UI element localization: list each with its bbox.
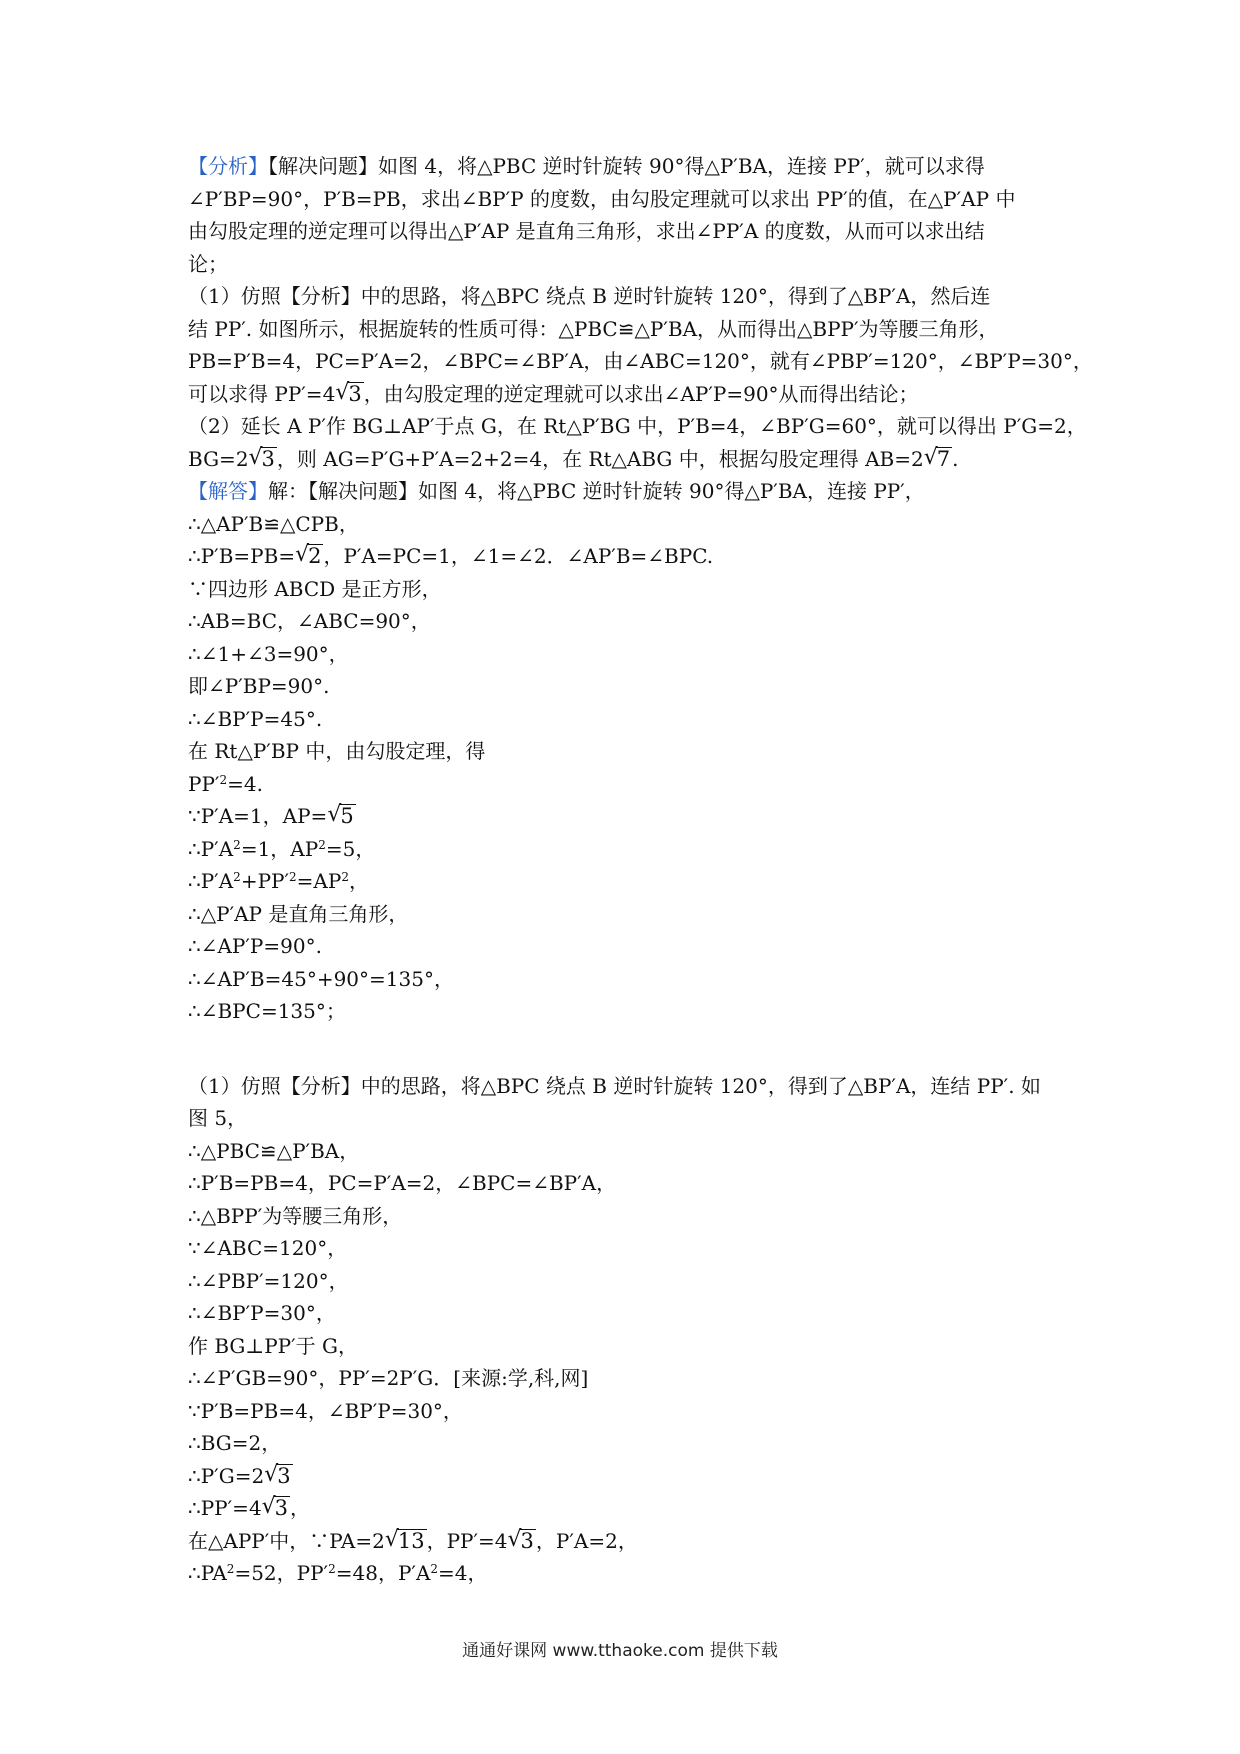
superscript: 2 [318,837,326,852]
text-line [188,1557,1068,1590]
text-segment: ∵四边形 ABCD 是正方形， [188,576,442,601]
text-segment: ， [290,1496,311,1520]
text-line [188,508,1068,541]
text-segment: ∴∠BPC=135°； [188,999,346,1023]
text-segment: ∴P′B=PB=4，PC=P′A=2，∠BPC=∠BP′A， [188,1171,617,1195]
text-line [188,313,1068,346]
text-line [188,670,1068,703]
text-line [188,248,1068,281]
blank-line [188,1028,1068,1070]
text-line [188,735,1068,768]
text-line [188,183,1068,216]
text-line [188,345,1093,378]
text-line [188,865,1068,898]
text-line [188,1395,1068,1428]
radicand: 2 [308,544,322,568]
text-segment: ∴∠P′GB=90°，PP′=2P′G．[来源:学,科,网] [188,1366,589,1390]
superscript: 2 [328,1562,336,1576]
text-segment: =5， [325,836,376,861]
square-root [296,540,323,573]
superscript: 2 [341,870,349,884]
text-segment: （1）仿照【分析】中的思路，将△BPC 绕点 B 逆时针旋转 120°，得到了△BP′A，连结 PP′. 如 [188,1073,1041,1098]
text-line [188,410,1087,443]
text-segment: 2 [235,446,249,471]
solution-text [188,150,1093,1590]
text-segment: ∴∠BP′P=30°， [188,1301,336,1325]
text-segment: ， [348,869,369,893]
text-line [188,443,1068,476]
text-segment: ∵P′A=1，AP= [188,804,328,828]
text-segment: ∵∠ABC=120°， [188,1236,348,1260]
text-segment: 2 [911,446,924,471]
square-root [386,1525,427,1558]
text-segment: ∴BG=2， [188,1431,282,1455]
text-segment: 2 [372,1528,385,1553]
text-segment: ∴P′A [188,836,234,861]
text-line [188,1200,1068,1233]
text-segment: ∴∠AP′P=90°. [188,934,322,958]
radicand: 3 [348,381,362,406]
text-segment: . [952,446,959,471]
text-line [188,833,1068,866]
text-segment: ∴P′B=PB= [188,544,296,568]
text-segment: PB=P′B=4，PC=P′A=2，∠BPC=∠BP′A，由∠ABC=120°，就有∠PBP′=120°，∠BP′P=30°， [188,349,1093,373]
text-segment: =4， [438,1561,488,1585]
text-segment: 由勾股定理的逆定理可以得出△P′AP 是直角三角形，求出∠PP′A 的度数，从而可以求出结 [188,219,985,243]
text-segment: ，由勾股定理的逆定理就可以求出∠AP′P=90°从而得出结论； [363,381,919,406]
square-root [265,1460,292,1493]
text-segment: ∠P′BP=90°，P′B=PB，求出∠BP′P 的度数，由勾股定理就可以求出 PP′的值，在△P′AP 中 [188,186,1016,211]
text-line [188,573,1068,606]
radicand: 3 [261,446,275,471]
text-line [188,930,1068,963]
text-segment: 论； [188,251,228,276]
text-line [188,1525,1068,1558]
superscript: 2 [430,1562,439,1576]
text-segment: 解：【解决问题】如图 4，将△PBC 逆时针旋转 90°得△P′BA，连接 PP′， [268,479,925,503]
superscript: 2 [219,772,228,787]
radicand: 3 [274,1496,289,1520]
text-segment: 【解决问题】如图 4，将△PBC 逆时针旋转 90°得△P′BA，连接 PP′，就可以求得 [268,154,985,178]
text-line [188,1492,1068,1525]
text-segment: （2）延长 A P′作 BG⊥AP′于点 G，在 Rt△P′BG 中，P′B=4，∠BP′G=60°，就可以得出 P′G=2， [188,414,1087,438]
square-root [925,443,952,476]
text-segment: ，P′A=PC=1，∠1=∠2．∠AP′B=∠BPC. [323,544,714,568]
text-line [188,800,1068,833]
radicand: 5 [340,804,354,828]
text-segment: ∴∠1+∠3=90°， [188,641,349,666]
text-segment: ∴PA [188,1561,227,1585]
text-segment: 作 BG⊥PP′于 G， [188,1333,358,1358]
square-root [336,378,363,411]
text-line [188,898,1068,931]
text-segment: ∴△P′AP 是直角三角形， [188,901,409,926]
text-line [188,1362,1068,1395]
text-line [188,540,1068,573]
text-line [188,1102,1068,1135]
text-segment: =1，AP [240,836,319,861]
text-segment: ∴∠BP′P=45°. [188,706,323,731]
radicand: 3 [277,1463,291,1488]
text-line [188,1330,1068,1363]
text-segment: =48，P′A [335,1561,431,1585]
text-segment: +PP′ [240,869,290,893]
radicand: 7 [936,446,951,471]
text-segment: ∴PP′= [188,1496,249,1520]
square-root [328,800,355,833]
superscript: 2 [289,870,297,884]
text-segment: ，PP′= [426,1528,495,1553]
text-line [188,215,1068,248]
text-segment: 图 5， [188,1106,248,1130]
text-line [188,1167,1068,1200]
text-line [188,1297,1068,1330]
section-tag: 【解答】 [188,479,268,503]
text-segment: PP′ [188,771,220,796]
text-segment: 结 PP′. 如图所示，根据旋转的性质可得：△PBC≌△P′BA，从而得出△BPP′为等腰三角形， [188,316,999,341]
text-segment: ∴△PBC≌△P′BA， [188,1138,360,1163]
section-tag: 【分析】 [188,154,268,178]
text-segment: 在 Rt△P′BP 中，由勾股定理，得 [188,739,486,763]
text-segment: ∴△AP′B≌△CPB， [188,511,359,536]
text-segment: ∴P′G=2 [188,1463,265,1488]
text-line [188,1265,1068,1298]
text-segment: ，则 AG=P′G+P′A=2+2=4，在 Rt△ABG 中，根据勾股定理得 AB= [276,446,912,471]
text-segment: 即∠P′BP=90°. [188,674,330,698]
text-segment: 4 [322,381,336,406]
text-segment: ∴AB=BC，∠ABC=90°， [188,609,431,633]
text-segment: ∴∠PBP′=120°， [188,1268,349,1293]
text-line [188,768,1068,801]
text-line [188,1070,1068,1103]
superscript: 2 [226,1562,235,1576]
text-segment: ∵P′B=PB=4，∠BP′P=30°， [188,1398,463,1423]
text-line [188,1427,1068,1460]
text-line [188,1232,1068,1265]
text-line [188,1460,1068,1493]
text-line [188,963,1068,996]
text-segment: ，P′A=2， [535,1528,638,1553]
text-segment: ∴P′A [188,869,234,893]
text-line [188,638,1068,671]
superscript: 2 [233,837,241,852]
text-line [188,280,1068,313]
text-segment: 在△APP′中，∵PA= [188,1528,373,1553]
text-line [188,378,1068,411]
radicand: 3 [520,1528,534,1553]
text-segment: 4 [494,1528,508,1553]
page-footer: 通通好课网 www.tthaoke.com 提供下载 [462,1641,778,1661]
text-segment: （1）仿照【分析】中的思路，将△BPC 绕点 B 逆时针旋转 120°，得到了△BP′A，然后连 [188,284,991,308]
text-segment: 可以求得 PP′= [188,381,323,406]
text-segment: 4 [248,1496,262,1520]
text-segment: ∴△BPP′为等腰三角形， [188,1203,403,1228]
text-segment: BG= [188,446,236,471]
square-root [263,1492,290,1525]
text-line [188,475,1068,508]
radicand: 13 [397,1528,425,1553]
superscript: 2 [233,870,241,884]
text-line [188,703,1068,736]
square-root [509,1525,536,1558]
text-segment: =52，PP′ [234,1561,329,1585]
text-segment: =AP [296,869,342,893]
text-line [188,995,1068,1028]
text-line [188,605,1068,638]
square-root [250,443,277,476]
text-line [188,150,1068,183]
text-segment: ∴∠AP′B=45°+90°=135°， [188,966,454,991]
text-segment: =4. [227,771,263,796]
text-line [188,1135,1068,1168]
